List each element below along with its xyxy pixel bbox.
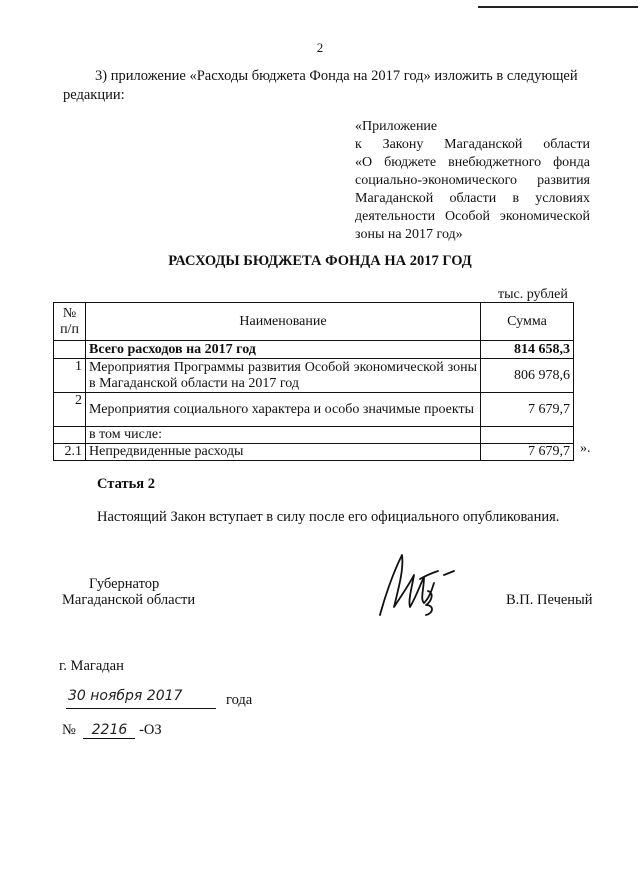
header-name: Наименование: [86, 303, 481, 341]
table-row: [54, 341, 574, 359]
appendix-line: к Закону Магаданской области: [355, 137, 590, 152]
row-sum: 814 658,3: [481, 341, 574, 359]
appendix-line: «О бюджете внебюджетного фонда: [355, 155, 590, 170]
row-name: Мероприятия Программы развития Особой экономической зоны в Магаданской области на 2017 год: [86, 359, 481, 393]
row-name: Всего расходов на 2017 год: [86, 341, 481, 359]
row-sum: 7 679,7: [481, 393, 574, 427]
appendix-line: «Приложение: [355, 119, 438, 134]
table-header-row: [54, 303, 574, 341]
appendix-line: социально-экономического развития: [355, 173, 590, 188]
date-fill-line: [66, 690, 216, 709]
place: г. Магадан: [59, 658, 124, 674]
intro-line-1: 3) приложение «Расходы бюджета Фонда на 2017 год» изложить в следующей: [95, 68, 578, 84]
row-num: 1: [54, 359, 86, 393]
intro-line-2: редакции:: [63, 87, 125, 103]
page-number: 2: [316, 40, 324, 55]
budget-table: [53, 302, 574, 461]
appendix-header: [355, 118, 590, 244]
row-num: 2.1: [54, 444, 86, 461]
law-number-suffix: -ОЗ: [139, 722, 162, 738]
law-number-prefix: №: [62, 722, 76, 738]
table-row: [54, 393, 574, 427]
appendix-line: Магаданской области в условиях: [355, 191, 590, 206]
date-suffix: года: [226, 692, 253, 708]
row-sum: [481, 427, 574, 444]
article-title: Статья 2: [97, 476, 155, 492]
row-sum: 806 978,6: [481, 359, 574, 393]
row-name: Непредвиденные расходы: [86, 444, 481, 461]
scan-edge-line: [478, 6, 638, 8]
unit-label: тыс. рублей: [498, 287, 568, 302]
handwritten-signature: [372, 545, 462, 623]
closing-quote: ».: [580, 441, 591, 456]
law-number-handwritten: 2216: [83, 722, 135, 739]
row-name: в том числе:: [86, 427, 481, 444]
header-sum: Сумма: [481, 303, 574, 341]
row-sum: 7 679,7: [481, 444, 574, 461]
header-num: № п/п: [54, 303, 86, 341]
table-title: РАСХОДЫ БЮДЖЕТА ФОНДА НА 2017 ГОД: [168, 253, 472, 269]
row-num: [54, 341, 86, 359]
row-num: [54, 427, 86, 444]
signatory-title-line-1: Губернатор: [89, 576, 160, 592]
date-handwritten: 30 ноября 2017: [68, 688, 183, 704]
date-line: [66, 690, 316, 712]
table-row: [54, 427, 574, 444]
signatory-title-line-2: Магаданской области: [62, 592, 196, 608]
appendix-line: деятельности Особой экономической: [355, 209, 590, 224]
signatory-name: В.П. Печеный: [506, 592, 593, 608]
table-row: [54, 359, 574, 393]
row-num: 2: [54, 393, 86, 427]
row-name: Мероприятия социального характера и особо значимые проекты: [86, 393, 481, 427]
table-row: [54, 444, 574, 461]
appendix-line: зоны на 2017 год»: [355, 227, 463, 242]
article-text: Настоящий Закон вступает в силу после его официального опубликования.: [97, 509, 560, 525]
law-number-line: [62, 722, 162, 739]
